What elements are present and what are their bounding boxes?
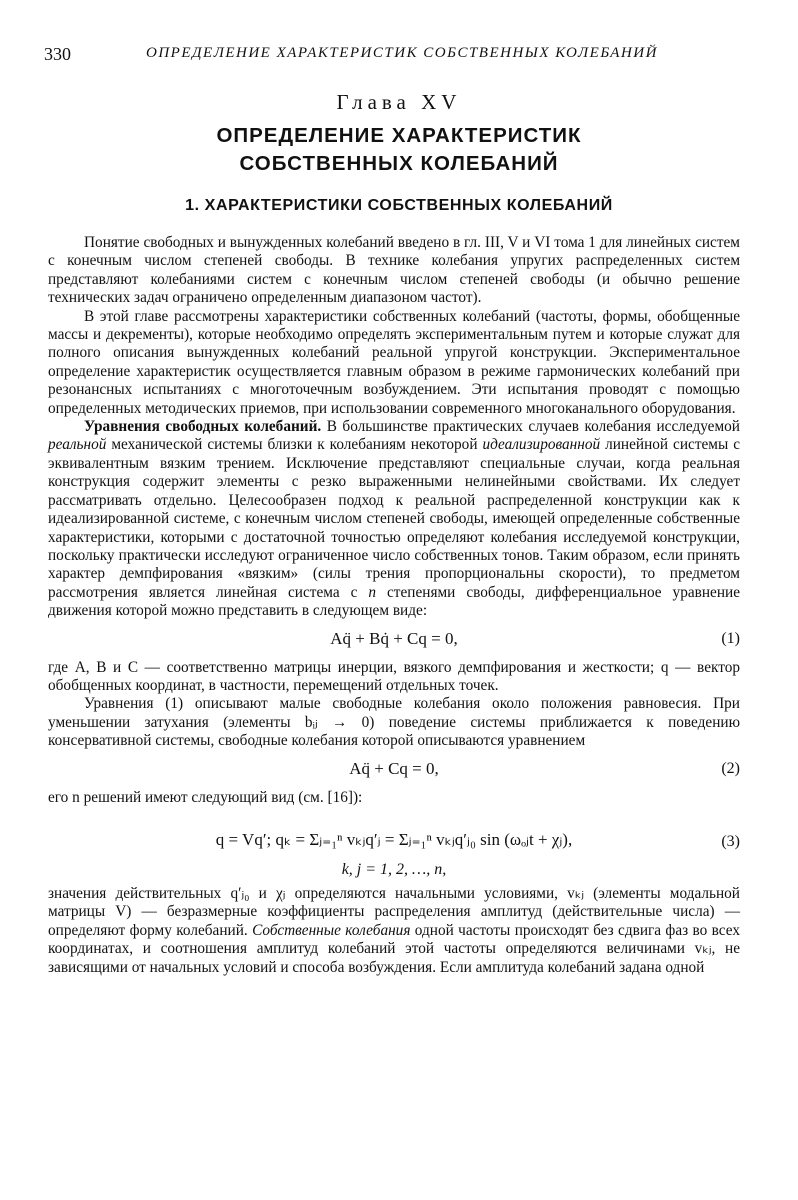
chapter-label: Глава XV	[336, 90, 462, 114]
equation-3	[48, 807, 740, 885]
paragraph-4: где A, B и C — соответственно матрицы инерции, вязкого демпфирования и жесткости; q — вектор обобщенных координат, в частности, перемещений отдельных точек.	[48, 658, 740, 694]
paragraph-3-italic-2: идеализированной	[482, 436, 601, 454]
paragraph-7-italic: Собственные колебания	[252, 921, 411, 939]
paragraph-3-italic-1: реальной	[48, 436, 107, 454]
equation-1-formula: Aq̈ + Bq̇ + Cq = 0,	[330, 628, 458, 648]
equation-3-number: (3)	[721, 832, 740, 850]
page-number: 330	[44, 44, 71, 64]
equation-1-number: (1)	[721, 629, 740, 647]
equation-2-formula: Aq̈ + Cq = 0,	[349, 758, 439, 778]
paragraph-1: Понятие свободных и вынужденных колебаний введено в гл. III, V и VI тома 1 для линейных систем с конечным числом степеней свободы. В технике колебания упругих распределенных систем представляют колебаниями систем с конечным числом степеней свободы (и обычно решение технических задач ограничено определенным диапазоном частот).	[48, 234, 740, 307]
paragraph-5: Уравнения (1) описывают малые свободные колебания около положения равновесия. При уменьшении затухания (элементы bᵢⱼ → 0) поведение системы приближается к поведению консервативной системы, свободные колебания которой описываются уравнением	[48, 695, 740, 750]
chapter-title-line-1: ОПРЕДЕЛЕНИЕ ХАРАКТЕРИСТИК	[216, 124, 582, 147]
paragraph-3-part-b: механической системы близки к колебаниям некоторой	[106, 436, 483, 454]
chapter-title-line-2: СОБСТВЕННЫХ КОЛЕБАНИЙ	[239, 152, 559, 175]
paragraph-2: В этой главе рассмотрены характеристики собственных колебаний (частоты, формы, обобщенные массы и декременты), которые необходимо определять экспериментальным путем и которые служат для полного описания вынужденных колебаний реальной упругой конструкции. Экспериментальное определение характеристик осуществляется главным образом в режиме гармонических колебаний при резонансных испытаниях с многоточечным возбуждением. Эти испытания проводят с помощью определенных методических приемов, при использовании современного многоканального оборудования.	[48, 307, 740, 417]
section-heading: 1. ХАРАКТЕРИСТИКИ СОБСТВЕННЫХ КОЛЕБАНИЙ	[185, 197, 613, 214]
body-text	[48, 234, 740, 977]
running-title: ОПРЕДЕЛЕНИЕ ХАРАКТЕРИСТИК СОБСТВЕННЫХ КОЛЕБАНИЙ	[146, 45, 658, 61]
equation-3-formula: q = Vq′; qₖ = Σⱼ₌₁ⁿ vₖⱼq′ⱼ = Σⱼ₌₁ⁿ vₖⱼq′ⱼ₀ sin (ωₒⱼt + χⱼ),	[215, 829, 573, 849]
paragraph-3	[48, 418, 740, 620]
paragraph-3-lead: Уравнения свободных колебаний.	[84, 418, 322, 436]
paragraph-3-part-a: В большинстве практических случаев колебания исследуемой	[321, 418, 740, 436]
paragraph-3-part-c: линейной системы с эквивалентным вязким трением. Исключение представляют специальные случаи, когда реальная конструкция содержит элементы с резко выраженными нелинейными свойствами. Их следует рассматривать отдельно. Целесообразен подход к реальной распределенной конструкции как к идеализированной системе, с конечным числом степеней свободы, имеющей определенные собственные характеристики, которыми с достаточной точностью определяют колебания исследуемой конструкции, поскольку практически исследуют ограниченное число собственных тонов. Таким образом, если принять характер демпфирования «вязким» (силы трения пропорциональны скорости), то предметом рассмотрения является линейная система с	[48, 436, 740, 601]
equation-3-condition: k, j = 1, 2, …, n,	[341, 860, 447, 878]
chapter-title	[0, 122, 798, 178]
equation-2-number: (2)	[721, 759, 740, 777]
equation-2	[48, 751, 740, 789]
paragraph-6: его n решений имеют следующий вид (см. [16]):	[48, 788, 363, 806]
paragraph-7-part-a: значения действительных q′ⱼ₀ и χⱼ определяются начальными условиями, vₖⱼ (элементы модальной матрицы V) — безразмерные коэффициенты распределения амплитуд (действительные числа) — определяют форму колебаний.	[48, 884, 740, 939]
equation-1	[48, 621, 740, 659]
paragraph-3-n: n	[368, 583, 377, 601]
paragraph-3-part-d: степенями свободы, дифференциальное уравнение движения которой можно представить в следующем виде:	[48, 583, 740, 620]
paragraph-7-part-b: одной частоты происходят без сдвига фаз во всех координатах, и соотношения амплитуд колебаний этой частоты определяются величинами vₖⱼ, не зависящими от начальных условий и способа возбуждения. Если амплитуда колебаний задана одной	[48, 921, 740, 976]
running-header	[44, 44, 764, 65]
paragraph-7	[48, 885, 740, 977]
